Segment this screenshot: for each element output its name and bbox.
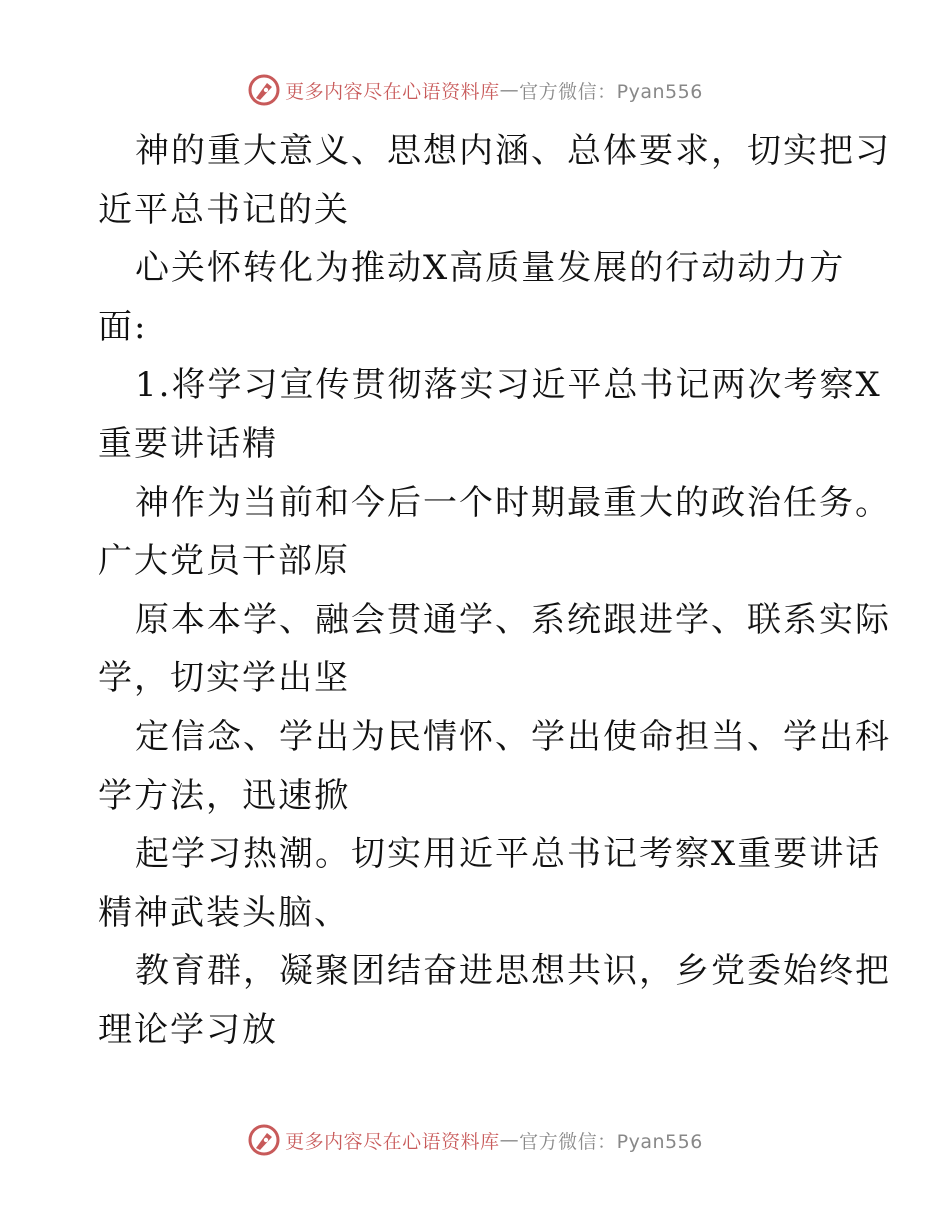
text-line: 教育群，凝聚团结奋进思想共识，乡党委始终把 xyxy=(135,951,891,992)
text-line: 广大党员干部原 xyxy=(98,541,350,582)
text-line: 重要讲话精 xyxy=(98,423,278,464)
pen-nib-logo-icon xyxy=(247,1123,281,1157)
text-line: 近平总书记的关 xyxy=(98,189,350,230)
watermark-brand: 更多内容尽在心语资料库 xyxy=(285,1130,500,1153)
watermark-separator: — xyxy=(499,1129,520,1151)
document-body xyxy=(98,122,891,1060)
text-line: 神的重大意义、思想内涵、总体要求，切实把习 xyxy=(135,131,891,171)
text-line: 面: xyxy=(98,306,148,347)
header-watermark xyxy=(0,70,950,110)
text-line: 精神武装头脑、 xyxy=(98,892,350,933)
text-line: 定信念、学出为民情怀、学出使命担当、学出科 xyxy=(135,716,891,757)
watermark-wechat: 官方微信：Pyan556 xyxy=(519,1130,703,1153)
watermark-wechat: 官方微信：Pyan556 xyxy=(519,80,703,103)
text-line: 学方法，迅速掀 xyxy=(98,775,350,816)
text-line: 理论学习放 xyxy=(98,1009,278,1050)
text-line: 1.将学习宣传贯彻落实习近平总书记两次考察X xyxy=(135,365,882,406)
text-line: 神作为当前和今后一个时期最重大的政治任务。 xyxy=(135,482,891,523)
text-line: 原本本学、融会贯通学、系统跟进学、联系实际 xyxy=(135,599,891,640)
footer-watermark xyxy=(0,1120,950,1160)
watermark-separator: — xyxy=(499,79,520,101)
text-line: 学，切实学出坚 xyxy=(98,658,350,699)
text-line: 心关怀转化为推动X高质量发展的行动动力方 xyxy=(135,248,846,289)
text-line: 起学习热潮。切实用近平总书记考察X重要讲话 xyxy=(135,834,882,875)
watermark-brand: 更多内容尽在心语资料库 xyxy=(285,80,500,103)
pen-nib-logo-icon xyxy=(247,73,281,107)
